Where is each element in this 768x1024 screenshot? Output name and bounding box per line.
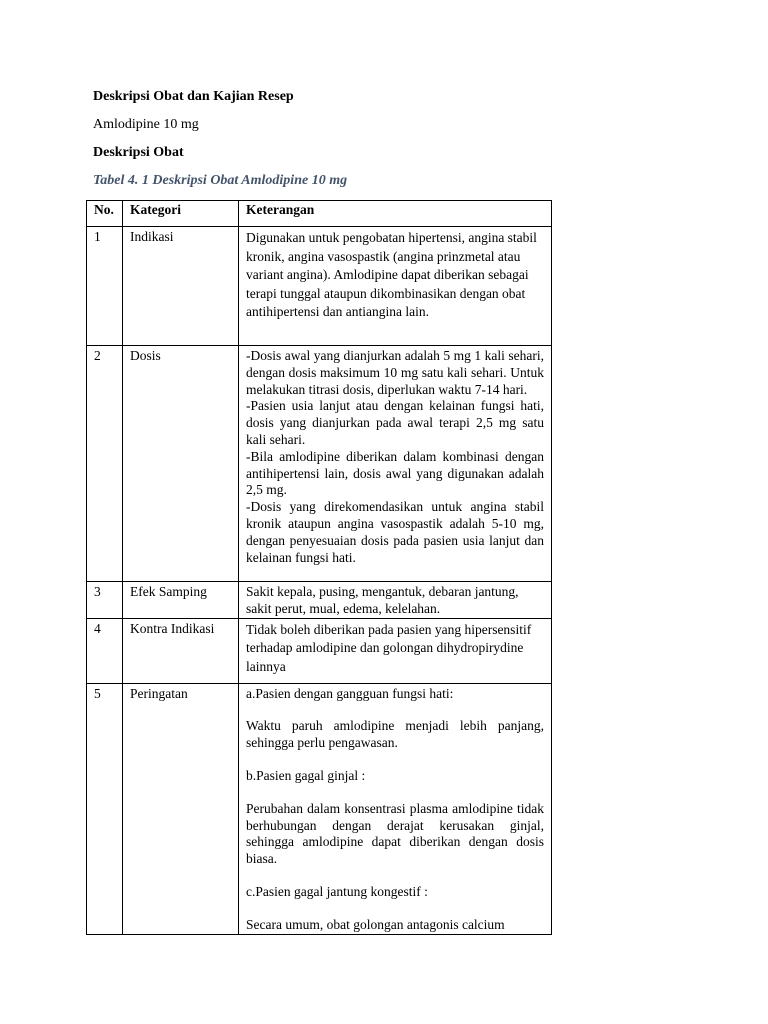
header-kategori: Kategori	[123, 201, 239, 227]
dosis-item: -Dosis awal yang dianjurkan adalah 5 mg 1 kali sehari, dengan dosis maksimum 10 mg satu kali sehari. Untuk melakukan titrasi dosis, diperlukan waktu 7-14 hari.	[246, 348, 544, 397]
row-no: 4	[87, 618, 123, 683]
row-keterangan	[239, 346, 552, 582]
row-kategori: Peringatan	[123, 683, 239, 934]
row-no: 3	[87, 582, 123, 619]
table-row	[87, 683, 552, 934]
row-no: 5	[87, 683, 123, 934]
table-row	[87, 582, 552, 619]
header-keterangan: Keterangan	[239, 201, 552, 227]
dosis-item: -Bila amlodipine diberikan dalam kombinasi dengan antihipertensi lain, dosis awal yang digunakan adalah 2,5 mg.	[246, 448, 544, 498]
row-kategori: Indikasi	[123, 227, 239, 346]
warning-text: Perubahan dalam konsentrasi plasma amlodipine tidak berhubungan dengan derajat kerusakan ginjal, sehingga amlodipine dapat diberikan dengan dosis biasa.	[246, 800, 544, 867]
row-keterangan: Tidak boleh diberikan pada pasien yang hipersensitif terhadap amlodipine dan golongan dihydropirydine lainnya	[239, 618, 552, 683]
drug-name: Amlodipine 10 mg	[93, 117, 199, 132]
section-heading: Deskripsi Obat	[93, 145, 184, 160]
row-keterangan	[239, 683, 552, 934]
warning-text: Waktu paruh amlodipine menjadi lebih panjang, sehingga perlu pengawasan.	[246, 718, 544, 751]
drug-description-table	[86, 200, 552, 935]
table-header-row	[87, 201, 552, 227]
row-kategori: Kontra Indikasi	[123, 618, 239, 683]
row-no: 1	[87, 227, 123, 346]
document-heading: Deskripsi Obat dan Kajian Resep	[93, 89, 294, 104]
table-row	[87, 227, 552, 346]
row-keterangan: Digunakan untuk pengobatan hipertensi, angina stabil kronik, angina vasospastik (angina prinzmetal atau variant angina). Amlodipine dapat diberikan sebagai terapi tunggal ataupun dikombinasikan dengan obat antihipertensi dan antiangina lain.	[239, 227, 552, 346]
dosis-item: -Pasien usia lanjut atau dengan kelainan fungsi hati, dosis yang dianjurkan pada awal terapi 2,5 mg satu kali sehari.	[246, 398, 544, 447]
warning-heading: a.Pasien dengan gangguan fungsi hati:	[246, 685, 454, 701]
table-row	[87, 618, 552, 683]
table-caption: Tabel 4. 1 Deskripsi Obat Amlodipine 10 mg	[93, 173, 348, 188]
header-no: No.	[87, 201, 123, 227]
row-kategori: Dosis	[123, 346, 239, 582]
warning-heading: b.Pasien gagal ginjal :	[246, 767, 366, 783]
row-kategori: Efek Samping	[123, 582, 239, 619]
table-row	[87, 346, 552, 582]
warning-text: Secara umum, obat golongan antagonis calcium	[246, 916, 505, 932]
warning-heading: c.Pasien gagal jantung kongestif :	[246, 883, 428, 899]
dosis-item: -Dosis yang direkomendasikan untuk angina stabil kronik ataupun angina vasospastik adalah 5-10 mg, dengan penyesuaian dosis pada pasien usia lanjut dan kelainan fungsi hati.	[246, 499, 544, 565]
row-no: 2	[87, 346, 123, 582]
row-keterangan: Sakit kepala, pusing, mengantuk, debaran jantung, sakit perut, mual, edema, kelelahan.	[239, 582, 552, 619]
